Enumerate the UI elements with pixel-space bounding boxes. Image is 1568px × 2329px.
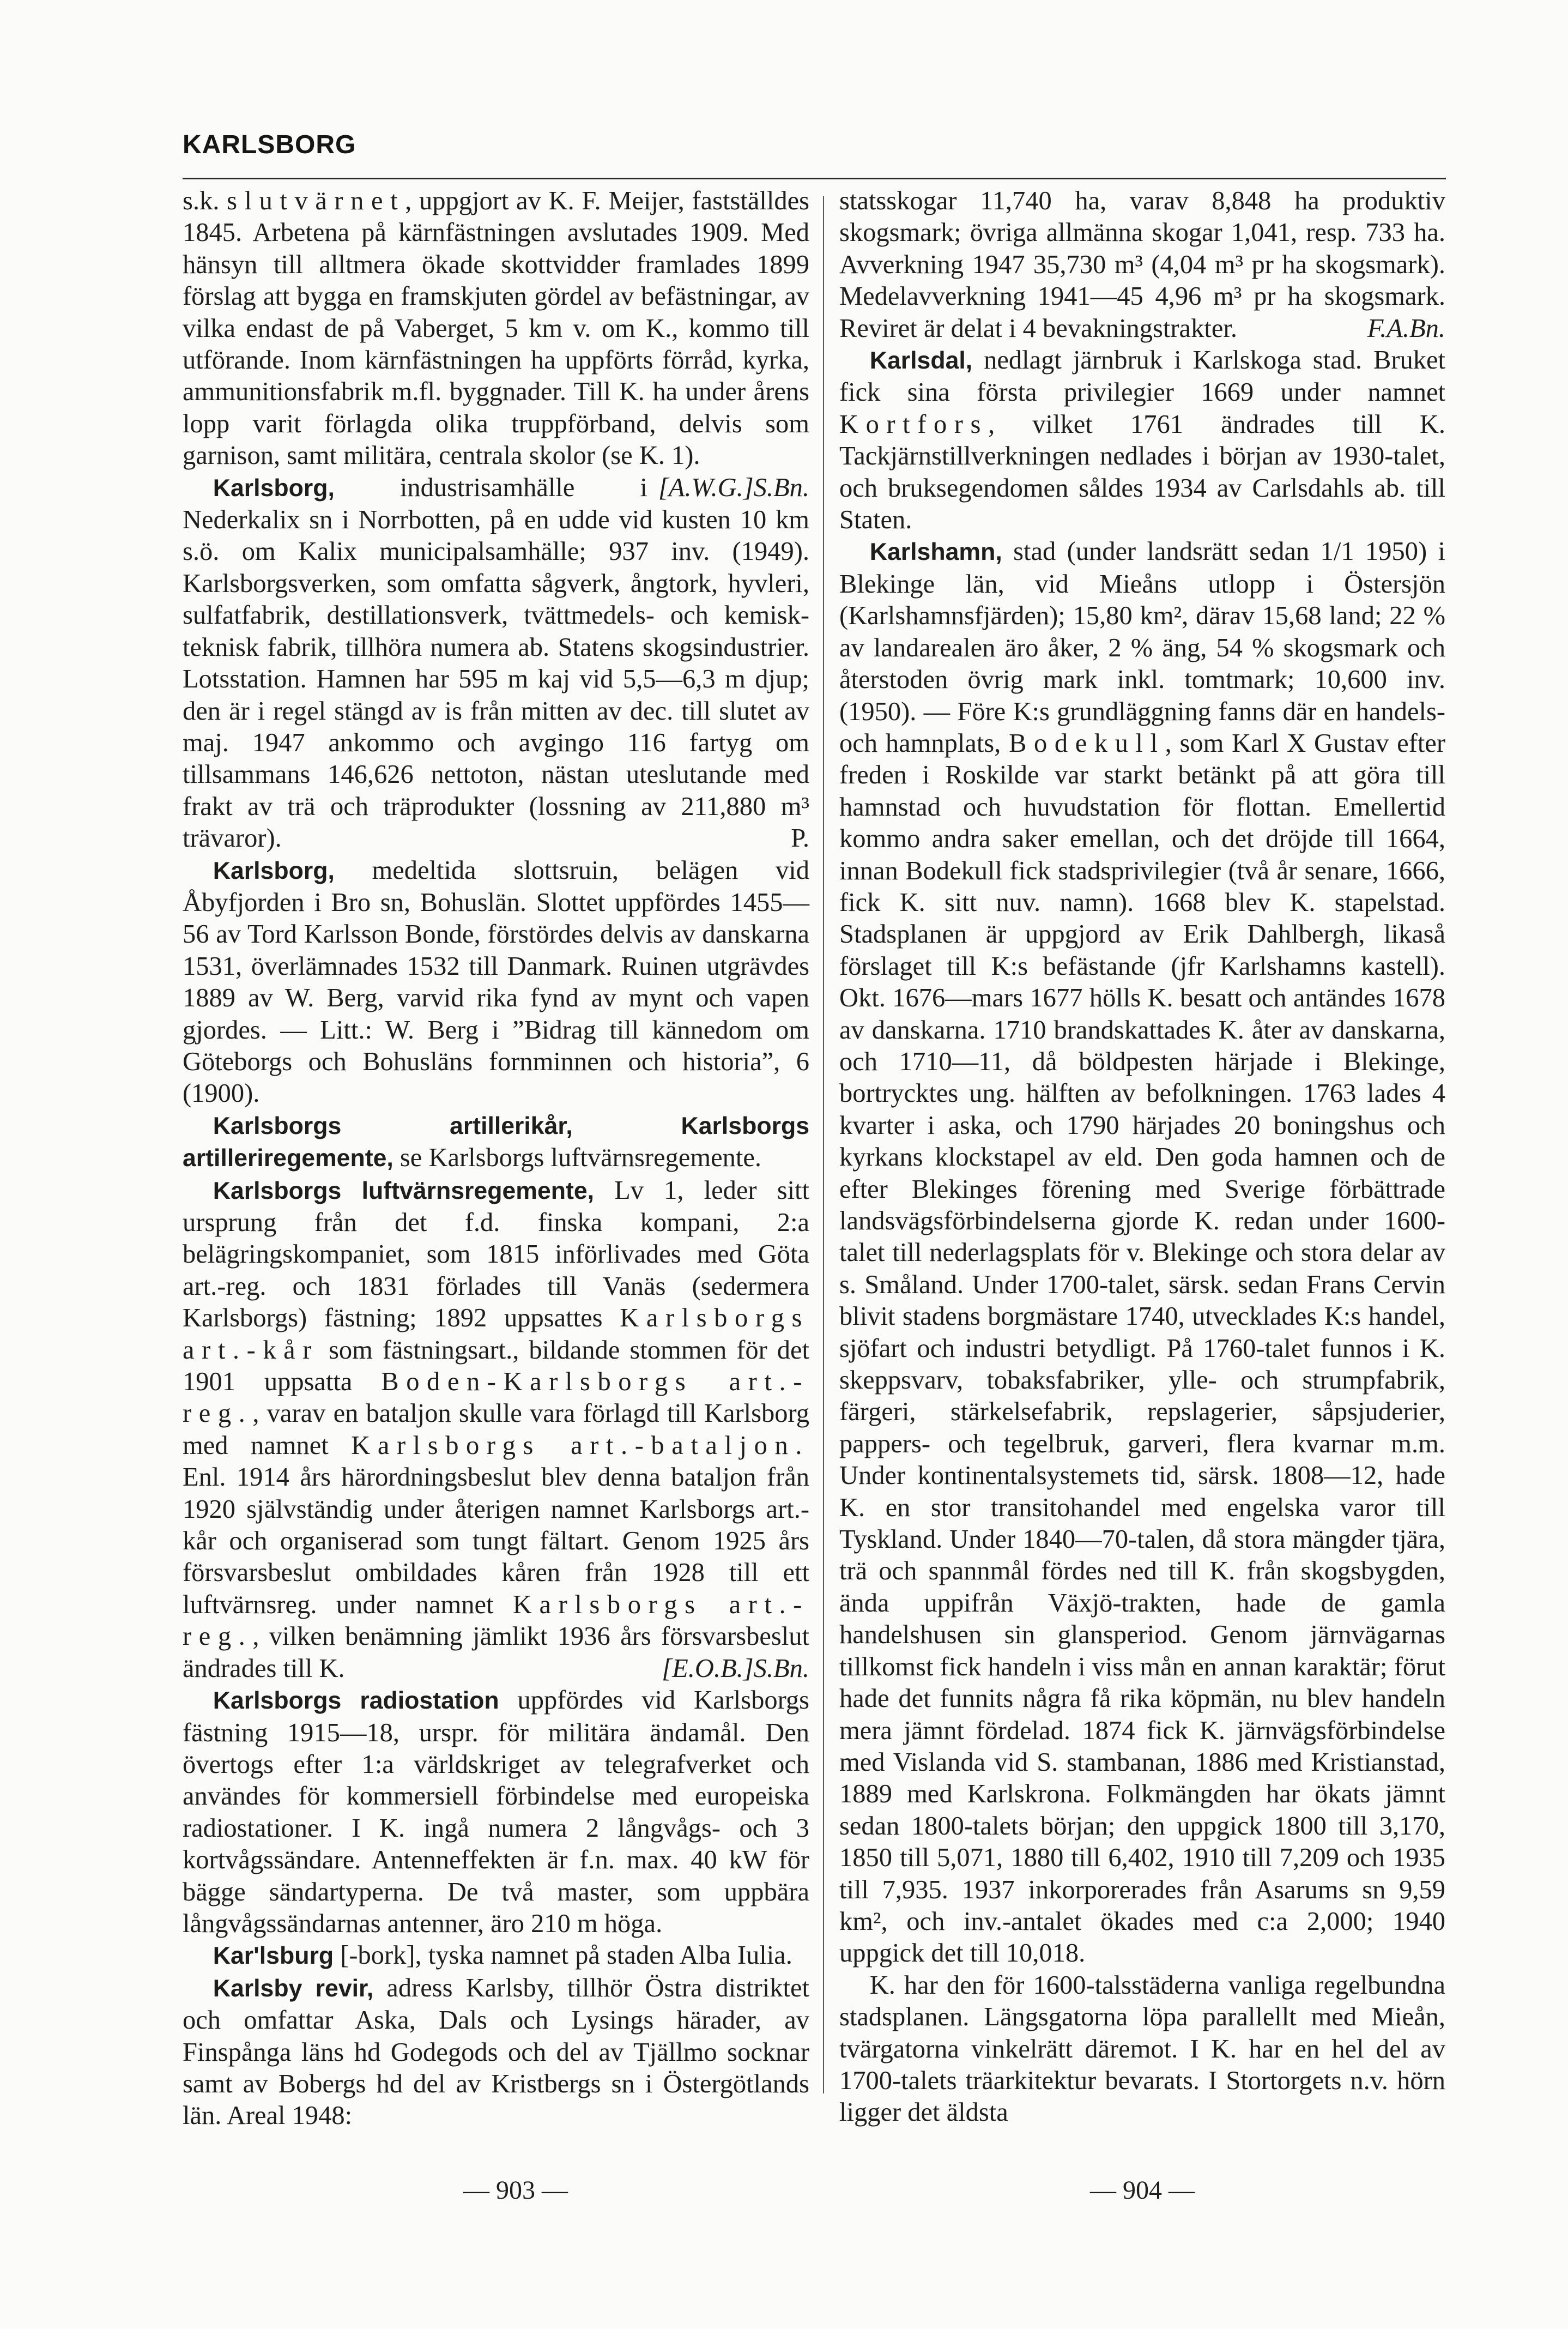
article-paragraph <box>183 855 809 1110</box>
article-paragraph <box>839 185 1445 345</box>
article-paragraph <box>839 345 1445 536</box>
article-paragraph <box>839 536 1445 1969</box>
entry-headword: Karlsborgs radiostation <box>213 1687 499 1715</box>
spaced-text: Bodekull <box>1009 728 1165 758</box>
right-column <box>839 185 1445 2129</box>
entry-headword: Karlsborg, <box>213 857 335 884</box>
body-text: K. har den för 1600-talsstäderna vanliga regelbundna stadsplanen. Längsgatorna löpa parallellt med Mieån, tvärgatorna vinkelrätt däremot. I K. har en hel del av 1700-talets träarkitektur bevarats. I Stortorgets n.v. hörn ligger det äldsta <box>839 1970 1445 2127</box>
body-text: , vilket 1761 ändrades till K. Tackjärnstillverkningen nedlades i början av 1930-talet, och bruksegendomen såldes 1934 av Carlsdahls ab. till Staten. <box>839 409 1445 535</box>
spaced-text: Kortfors <box>839 409 988 439</box>
body-text: , som Karl X Gustav efter freden i Roskilde var starkt betänkt på att göra till hamnstad och huvudstation för flottan. Emellertid kommo andra saker emellan, och det dröjde till 1664, innan Bodekull fick stadsprivilegier (två år senare, 1666, fick K. sitt nuv. namn). 1668 blev K. stapelstad. Stadsplanen är uppgjord av Erik Dahlbergh, likaså förslaget till K:s befästande (jfr Karlshamns kastell). Okt. 1676—mars 1677 hölls K. besatt och antändes 1678 av danskarna. 1710 brandskattades K. åter av danskarna, och 1710—11, då böldpesten härjade i Blekinge, bortrycktes ung. hälften av befolkningen. 1763 lades 4 kvarter i aska, och 1790 härjades 20 boningshus och kyrkans klockstapel av eld. Den goda hamnen och de efter Blekinges förening med Sverige förbättrade landsvägsförbindelserna gjorde K. redan under 1600-talet till nederlagsplats för v. Blekinge och stora delar av s. Småland. Under 1700-talet, särsk. sedan Frans Cervin blivit stadens borgmästare 1740, utvecklades K:s handel, sjöfart och industri betydligt. På 1760-talet funnos i K. skeppsvarv, tobaksfabriker, ylle- och strumpfabrik, färgeri, stärkelsefabrik, repslagerier, såpsjuderier, pappers- och tegelbruk, garveri, flera kvarnar m.m. Under kontinentalsystemets tid, särsk. 1808—12, hade K. en stor transitohandel med engelska varor till Tyskland. Under 1840—70-talen, då stora mängder tjära, trä och spannmål fördes ned till K. från skogsbygden, ända uppifrån Växjö-trakten, hade de gamla handelshusen sin glansperiod. Genom järnvägarnas tillkomst fick handeln i viss mån en annan karaktär; förut hade det funnits några få rika köpmän, nu blev handeln mera jämnt fördelad. 1874 fick K. järnvägsförbindelse med Vislanda vid S. stambanan, 1886 med Kristianstad, 1889 med Karlskrona. Folkmängden har ökats jämnt sedan 1800-talets början; den uppgick 1800 till 3,170, 1850 till 5,071, 1880 till 6,402, 1910 till 7,209 och 1935 till 7,935. 1937 inkorporerades från Asarums sn 9,59 km², och inv.-antalet ökades med c:a 2,000; 1940 uppgick det till 10,018. <box>839 728 1445 1968</box>
body-text: industrisamhälle i Nederkalix sn i Norrbotten, på en udde vid kusten 10 km s.ö. om Kalix municipalsamhälle; 937 inv. (1949). Karlsborgsverken, som omfatta sågverk, ångtork, hyvleri, sulfatfabrik, destillationsverk, tvättmedels- och kemisk-teknisk fabrik, tillhöra numera ab. Statens skogsindustrier. Lotsstation. Hamnen har 595 m kaj vid 5,5—6,3 m djup; den är i regel stängd av is från mitten av dec. till slutet av maj. 1947 ankommo och avgingo 116 fartyg om tillsammans 146,626 nettoton, nästan uteslutande med frakt av trä och träprodukter (lossning av 211,880 m³ trävaror). <box>183 473 809 853</box>
entry-headword: Karlshamn, <box>869 539 1002 566</box>
body-text: [-bork], tyska namnet på staden Alba Iulia. <box>334 1941 792 1970</box>
header-rule <box>183 178 1446 179</box>
entry-headword: Karlsborg, <box>213 474 335 502</box>
body-text: nedlagt järnbruk i Karlskoga stad. Bruket fick sina första privilegier 1669 under namnet <box>839 346 1445 407</box>
body-text: uppfördes vid Karlsborgs fästning 1915—18, urspr. för militära ändamål. Den övertogs efter 1:a världskriget av telegrafverket och användes för kommersiell förbindelse med europeiska radiostationer. I K. ingå numera 2 långvågs- och 3 kortvågssändare. Antenneffekten är f.n. max. 40 kW för bägge sändartyperna. De två master, som uppbära långvågssändarnas antenner, äro 210 m höga. <box>183 1686 809 1938</box>
entry-headword: Karlsborgs artillerikår, Karlsborgs artilleriregemente, <box>183 1112 809 1172</box>
author-signature: F.A.Bn. <box>1367 313 1445 343</box>
body-text: se Karlsborgs luftvärnsregemente. <box>393 1143 762 1173</box>
article-paragraph <box>183 1972 809 2132</box>
article-paragraph <box>183 1940 809 1972</box>
entry-headword: Karlsborgs luftvärnsregemente, <box>213 1177 595 1204</box>
body-text: medeltida slottsruin, belägen vid Åbyfjorden i Bro sn, Bohuslän. Slottet uppfördes 1455—56 av Tord Karlsson Bonde, förstördes delvis av danskarna 1531, överlämnades 1532 till Danmark. Ruinen utgrävdes 1889 av W. Berg, varvid rika fynd av mynt och vapen gjordes. — Litt.: W. Berg i ”Bidrag till kännedom om Göteborgs och Bohusläns fornminnen och historia”, 6 (1900). <box>183 855 809 1108</box>
page-number-left: — 903 — <box>463 2176 568 2205</box>
article-paragraph <box>183 1175 809 1685</box>
spaced-text: slutvärnet <box>227 186 405 215</box>
body-text: adress Karlsby, tillhör Östra distriktet och omfattar Aska, Dals och Lysings härader, av Finspånga läns hd Godegods och del av Tjällmo socknar samt av Bobergs hd del av Kristbergs sn i Östergötlands län. Areal 1948: <box>183 1973 809 2131</box>
spaced-text: Karlsborgs art.-bataljon. <box>351 1431 809 1460</box>
article-paragraph <box>183 472 809 855</box>
spaced-text: Boden-Karlsborgs art.-reg. <box>183 1367 809 1428</box>
entry-headword: Karlsby revir, <box>213 1975 374 2002</box>
body-text: , vilken benämning jämlikt 1936 års försvarsbeslut ändrades till K. <box>183 1622 809 1683</box>
running-head: KARLSBORG <box>183 130 356 159</box>
article-paragraph <box>183 1110 809 1175</box>
article-paragraph <box>183 1685 809 1940</box>
spaced-text: Karlsborgs art.-reg. <box>183 1590 809 1651</box>
body-text: , varav en bataljon skulle vara förlagd till Karlsborg med namnet <box>183 1399 809 1460</box>
author-signature: [A.W.G.]S.Bn. <box>658 473 809 502</box>
body-text: som fästningsart., bildande stommen för det 1901 uppsatta <box>183 1335 809 1397</box>
author-signature: [E.O.B.]S.Bn. <box>662 1654 809 1683</box>
body-text: statsskogar 11,740 ha, varav 8,848 ha produktiv skogsmark; övriga allmänna skogar 1,041, resp. 733 ha. Avverkning 1947 35,730 m³ (4,04 m³ pr ha skogsmark). Medelavverkning 1941—45 4,96 m³ pr ha skogsmark. Reviret är delat i 4 bevakningstrakter. <box>839 186 1445 343</box>
author-signature: P. <box>791 824 809 853</box>
article-paragraph <box>839 1970 1445 2129</box>
column-divider <box>823 196 824 2093</box>
spaced-text: Karlsborgs art.-kår <box>183 1304 809 1365</box>
body-text: , uppgjort av K. F. Meijer, fastställdes 1845. Arbetena på kärnfästningen avslutades 1909. Med hänsyn till alltmera ökade skottvidder framlades 1899 förslag att bygga en framskjuten gördel av befästningar, av vilka endast de på Vaberget, 5 km v. om K., kommo till utförande. Inom kärnfästningen ha uppförts förråd, kyrka, ammunitionsfabrik m.fl. byggnader. Till K. ha under årens lopp varit förlagda olika truppförband, delvis som garnison, samt militära, centrala skolor (se K. 1). <box>183 186 809 470</box>
entry-headword: Kar'lsburg <box>213 1942 334 1970</box>
left-column <box>183 185 809 2132</box>
body-text: stad (under landsrätt sedan 1/1 1950) i Blekinge län, vid Mieåns utlopp i Östersjön (Karlshamnsfjärden); 15,80 km², därav 15,68 land; 22 % av landarealen äro åker, 2 % äng, 54 % skogsmark och återstoden övrig mark inkl. tomtmark; 10,600 inv. (1950). — Före K:s grundläggning fanns där en handels- och hamnplats, <box>839 537 1445 758</box>
body-text: s.k. <box>183 186 227 215</box>
body-text: Lv 1, leder sitt ursprung från det f.d. finska kompani, 2:a belägringskompaniet, som 1815 införlivades med Göta art.-reg. och 1831 förlades till Vanäs (sedermera Karlsborgs) fästning; 1892 uppsattes <box>183 1175 809 1333</box>
page-number-right: — 904 — <box>1090 2176 1195 2205</box>
entry-headword: Karlsdal, <box>869 347 973 375</box>
body-text: Enl. 1914 års härordningsbeslut blev denna bataljon från 1920 självständig under återigen namnet Karlsborgs art.-kår och organiserad som tungt fältart. Genom 1925 års försvarsbeslut ombildades kåren från 1928 till ett luftvärnsreg. under namnet <box>183 1463 809 1619</box>
